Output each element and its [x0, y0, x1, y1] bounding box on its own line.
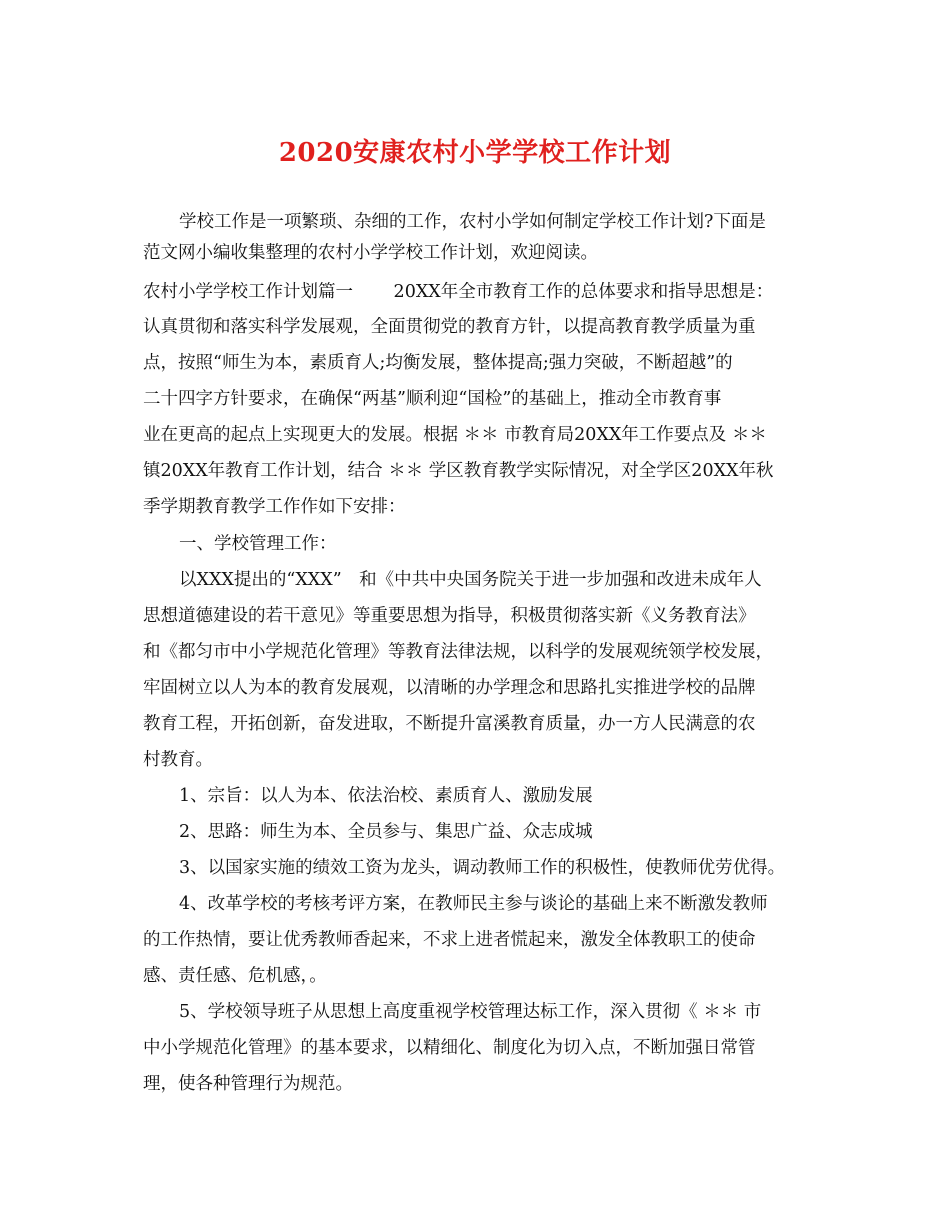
paragraph-line: 范文网小编收集整理的农村小学学校工作计划，欢迎阅读。 — [143, 243, 598, 263]
list-item: 4、改革学校的考核考评方案，在教师民主参与谈论的基础上来不断激发教师 — [179, 894, 768, 914]
document-title: 2020安康农村小学学校工作计划 — [278, 138, 672, 168]
paragraph-line: 认真贯彻和落实科学发展观，全面贯彻党的教育方针，以提高教育教学质量为重 — [143, 317, 756, 337]
paragraph-line: 业在更高的起点上实现更大的发展。根据 ＊＊ 市教育局20XX年工作要点及 ＊＊ — [143, 425, 767, 445]
paragraph-line: 和《都匀市中小学规范化管理》等教育法律法规，以科学的发展观统领学校发展， — [143, 642, 773, 662]
paragraph-line: 点，按照“师生为本，素质育人;均衡发展，整体提高;强力突破，不断超越”的 — [143, 353, 733, 373]
paragraph-line: 教育工程，开拓创新，奋发进取，不断提升富溪教育质量，办一方人民满意的农 — [143, 714, 756, 734]
paragraph-line: 思想道德建设的若干意见》等重要思想为指导，积极贯彻落实新《义务教育法》 — [143, 606, 756, 626]
list-item: 3、以国家实施的绩效工资为龙头，调动教师工作的积极性，使教师优劳优得。 — [179, 858, 786, 878]
list-item: 1、宗旨：以人为本、依法治校、素质育人、激励发展 — [179, 786, 593, 806]
paragraph-line: 以XXX提出的“XXX” 和《中共中央国务院关于进一步加强和改进未成年人 — [179, 570, 762, 590]
paragraph-line: 中小学规范化管理》的基本要求，以精细化、制度化为切入点，不断加强日常管 — [143, 1038, 756, 1058]
section-heading: 一、学校管理工作： — [179, 534, 337, 554]
paragraph-line: 理，使各种管理行为规范。 — [143, 1074, 353, 1094]
paragraph-line: 农村小学学校工作计划篇一 20XX年全市教育工作的总体要求和指导思想是： — [143, 282, 774, 302]
paragraph-line: 镇20XX年教育工作计划，结合 ＊＊ 学区教育教学实际情况，对全学区20XX年秋 — [143, 461, 774, 481]
paragraph-line: 感、责任感、危机感，。 — [143, 966, 327, 986]
paragraph-line: 学校工作是一项繁琐、杂细的工作，农村小学如何制定学校工作计划?下面是 — [179, 212, 766, 232]
list-item: 2、思路：师生为本、全员参与、集思广益、众志成城 — [179, 822, 593, 842]
paragraph-line: 二十四字方针要求，在确保“两基”顺利迎“国检”的基础上，推动全市教育事 — [143, 389, 722, 409]
paragraph-line: 牢固树立以人为本的教育发展观，以清晰的办学理念和思路扎实推进学校的品牌 — [143, 678, 756, 698]
list-item: 5、学校领导班子从思想上高度重视学校管理达标工作，深入贯彻《 ＊＊ 市 — [179, 1002, 762, 1022]
paragraph-line: 村教育。 — [143, 750, 213, 770]
paragraph-line: 季学期教育教学工作作如下安排： — [143, 497, 406, 517]
paragraph-line: 的工作热情，要让优秀教师香起来，不求上进者慌起来，激发全体教职工的使命 — [143, 930, 756, 950]
